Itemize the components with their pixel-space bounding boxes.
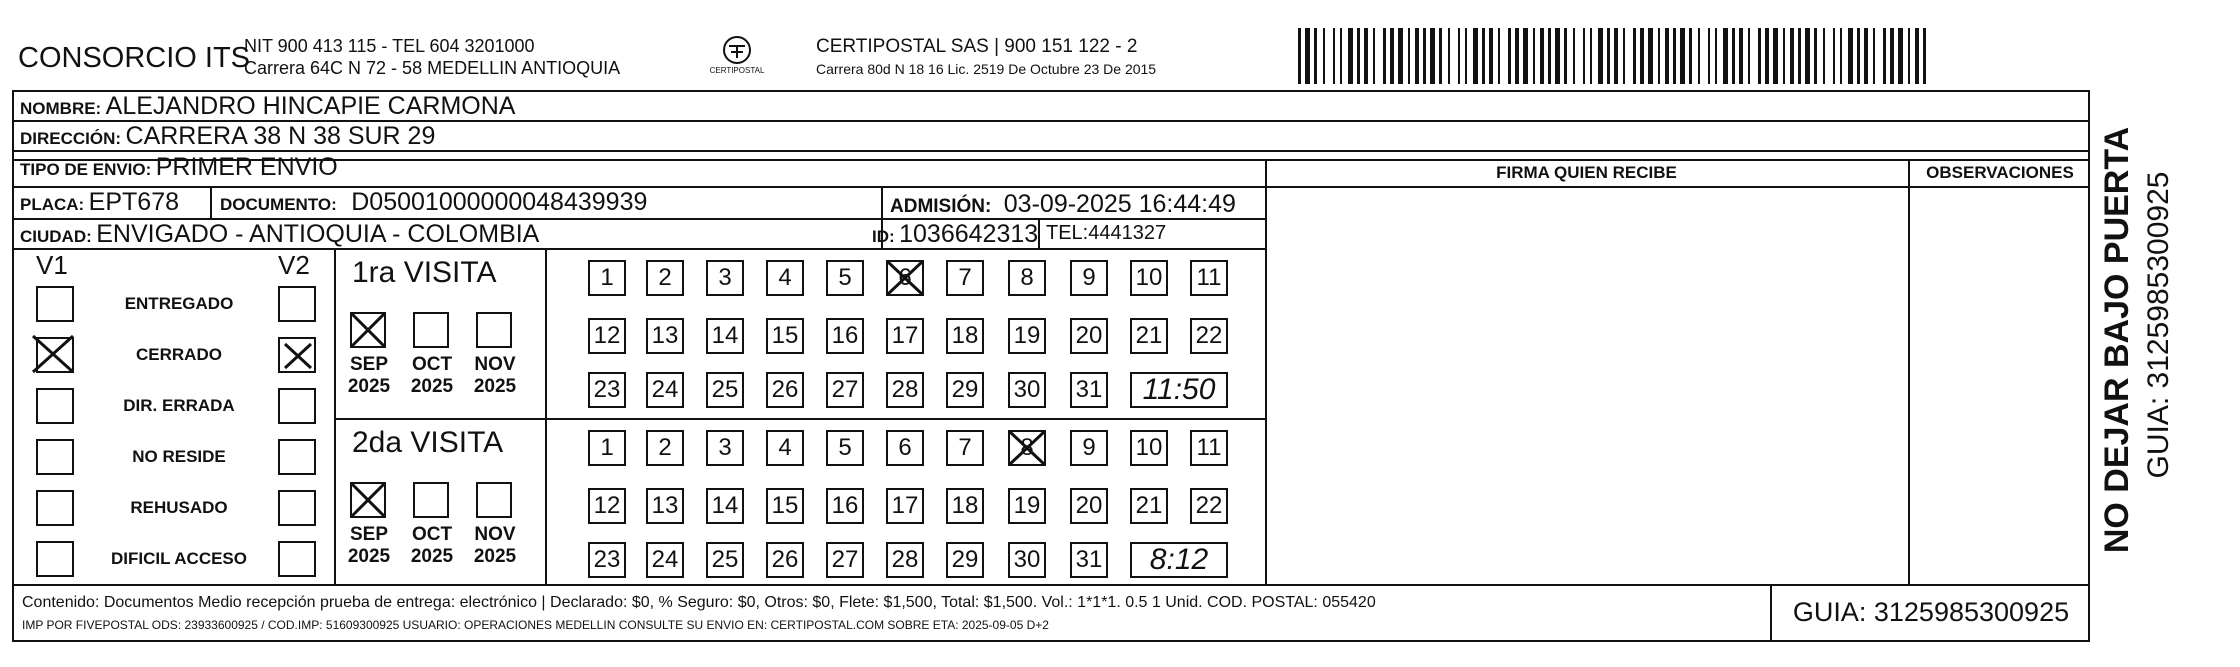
day-cell[interactable]: 4 xyxy=(766,430,804,466)
month-name: SEP xyxy=(349,354,389,375)
day-cell[interactable]: 2 xyxy=(646,430,684,466)
tel-value: 4441327 xyxy=(1088,222,1167,244)
day-cell[interactable]: 23 xyxy=(588,542,626,578)
day-cell[interactable]: 28 xyxy=(886,372,924,408)
day-cell[interactable]: 26 xyxy=(766,372,804,408)
ciudad-label: CIUDAD: xyxy=(20,227,92,246)
placa-label: PLACA: xyxy=(20,195,85,214)
day-cell[interactable]: 1 xyxy=(588,430,626,466)
day-cell[interactable]: 30 xyxy=(1008,372,1046,408)
day-cell[interactable]: 17 xyxy=(886,488,924,524)
status-label: ENTREGADO xyxy=(124,294,234,313)
v2-header: V2 xyxy=(278,250,310,280)
month-label xyxy=(403,354,461,398)
tipo-envio-value: PRIMER ENVIO xyxy=(155,153,338,181)
day-cell[interactable]: 10 xyxy=(1130,260,1168,296)
v2-checkbox[interactable] xyxy=(278,490,316,526)
month-year: 2025 xyxy=(473,546,517,567)
check-mark-icon xyxy=(884,258,926,298)
firma-area[interactable] xyxy=(1267,188,1907,583)
day-cell[interactable]: 23 xyxy=(588,372,626,408)
day-cell[interactable]: 21 xyxy=(1130,318,1168,354)
day-cell[interactable]: 18 xyxy=(946,488,984,524)
day-cell[interactable]: 20 xyxy=(1070,318,1108,354)
day-cell[interactable]: 27 xyxy=(826,542,864,578)
admision-label: ADMISIÓN: xyxy=(890,196,992,217)
day-cell[interactable]: 11 xyxy=(1190,430,1228,466)
observaciones-area[interactable] xyxy=(1910,188,2088,583)
direccion-value: CARRERA 38 N 38 SUR 29 xyxy=(125,122,436,150)
v2-checkbox[interactable] xyxy=(278,541,316,577)
observaciones-header: OBSERVACIONES xyxy=(1926,163,2074,182)
placa-row xyxy=(20,188,179,217)
day-cell[interactable]: 6 xyxy=(886,430,924,466)
day-cell[interactable]: 5 xyxy=(826,430,864,466)
tel-row xyxy=(1046,222,1166,245)
day-cell[interactable]: 14 xyxy=(706,488,744,524)
day-cell[interactable]: 27 xyxy=(826,372,864,408)
carrier-name: CERTIPOSTAL SAS | 900 151 122 - 2 xyxy=(816,36,1138,57)
status-label: REHUSADO xyxy=(130,498,228,517)
month-checkbox[interactable] xyxy=(413,312,449,348)
id-value: 1036642313 xyxy=(899,220,1039,248)
day-cell[interactable]: 25 xyxy=(706,372,744,408)
v2-checkbox[interactable] xyxy=(278,286,316,322)
ciudad-row xyxy=(20,220,539,249)
month-name: OCT xyxy=(411,524,453,545)
id-row xyxy=(872,220,1038,249)
company-name: CONSORCIO ITS xyxy=(18,42,251,74)
status-label: DIR. ERRADA xyxy=(123,396,235,415)
day-cell[interactable]: 8 xyxy=(1008,260,1046,296)
documento-value: D05001000000048439939 xyxy=(351,188,648,216)
month-name: NOV xyxy=(474,354,516,375)
logo-text: CERTIPOSTAL xyxy=(709,66,765,75)
direccion-label: DIRECCIÓN: xyxy=(20,129,122,148)
day-cell[interactable]: 24 xyxy=(646,542,684,578)
day-cell[interactable]: 20 xyxy=(1070,488,1108,524)
v1-checkbox[interactable] xyxy=(36,541,74,577)
day-cell[interactable]: 30 xyxy=(1008,542,1046,578)
check-mark-icon xyxy=(282,341,314,371)
id-label: ID: xyxy=(872,227,895,246)
visit-title: 1ra VISITA xyxy=(352,256,497,289)
day-cell[interactable]: 2 xyxy=(646,260,684,296)
direccion-row xyxy=(20,122,435,151)
time-cell[interactable]: 8:12 xyxy=(1130,542,1228,578)
tipo-envio-label: TIPO DE ENVIO: xyxy=(20,160,152,179)
day-cell[interactable]: 9 xyxy=(1070,260,1108,296)
day-cell[interactable]: 10 xyxy=(1130,430,1168,466)
day-cell[interactable]: 4 xyxy=(766,260,804,296)
v1-checkbox[interactable] xyxy=(36,439,74,475)
v1-checkbox[interactable] xyxy=(36,490,74,526)
month-label xyxy=(466,524,524,568)
day-cell[interactable]: 3 xyxy=(706,430,744,466)
month-name: SEP xyxy=(349,524,389,545)
month-name: OCT xyxy=(411,354,453,375)
day-cell[interactable]: 3 xyxy=(706,260,744,296)
day-cell[interactable]: 13 xyxy=(646,488,684,524)
month-year: 2025 xyxy=(410,376,454,397)
month-checkbox[interactable] xyxy=(476,482,512,518)
tipo-envio-row xyxy=(20,153,338,182)
day-cell[interactable]: 19 xyxy=(1008,318,1046,354)
day-cell[interactable]: 18 xyxy=(946,318,984,354)
day-cell[interactable]: 28 xyxy=(886,542,924,578)
day-cell[interactable]: 13 xyxy=(646,318,684,354)
v1-checkbox[interactable] xyxy=(36,388,74,424)
check-mark-icon xyxy=(348,480,388,520)
day-cell[interactable]: 25 xyxy=(706,542,744,578)
month-year: 2025 xyxy=(473,376,517,397)
side-warning: NO DEJAR BAJO PUERTA xyxy=(2098,126,2136,554)
company-nit: NIT 900 413 115 - TEL 604 3201000 xyxy=(244,36,535,56)
check-mark-icon xyxy=(30,333,76,375)
month-year: 2025 xyxy=(410,546,454,567)
day-cell[interactable]: 7 xyxy=(946,260,984,296)
nombre-value: ALEJANDRO HINCAPIE CARMONA xyxy=(105,92,516,120)
tel-label: TEL: xyxy=(1046,222,1089,244)
day-cell[interactable]: 19 xyxy=(1008,488,1046,524)
nombre-label: NOMBRE: xyxy=(20,99,102,118)
time-cell[interactable]: 11:50 xyxy=(1130,372,1228,408)
firma-header: FIRMA QUIEN RECIBE xyxy=(1496,163,1677,182)
day-cell[interactable]: 31 xyxy=(1070,542,1108,578)
admision-value: 03-09-2025 16:44:49 xyxy=(1003,190,1236,218)
company-address: Carrera 64C N 72 - 58 MEDELLIN ANTIOQUIA xyxy=(244,58,621,78)
placa-value: EPT678 xyxy=(88,188,180,216)
day-cell[interactable]: 16 xyxy=(826,318,864,354)
v1-header: V1 xyxy=(36,250,68,280)
day-cell[interactable]: 1 xyxy=(588,260,626,296)
day-cell[interactable]: 15 xyxy=(766,318,804,354)
day-cell[interactable]: 15 xyxy=(766,488,804,524)
day-cell[interactable]: 29 xyxy=(946,542,984,578)
carrier-logo xyxy=(706,34,768,82)
month-year: 2025 xyxy=(347,546,391,567)
check-mark-icon xyxy=(348,310,388,350)
month-label xyxy=(340,354,398,398)
month-label xyxy=(403,524,461,568)
footer-imp: IMP POR FIVEPOSTAL ODS: 23933600925 / COD.IMP: 51609300925 USUARIO: OPERACIONES MEDELLIN CONSULTE SU ENVIO EN: CERTIPOSTAL.COM SOBRE ETA: 2025-09-05 D+2 xyxy=(22,618,1049,632)
ciudad-value: ENVIGADO - ANTIOQUIA - COLOMBIA xyxy=(96,220,540,248)
day-cell[interactable]: 11 xyxy=(1190,260,1228,296)
check-mark-icon xyxy=(1006,428,1048,468)
v2-checkbox[interactable] xyxy=(278,388,316,424)
footer-guia: GUIA: 3125985300925 xyxy=(1792,597,2070,627)
month-label xyxy=(466,354,524,398)
nombre-row xyxy=(20,92,515,121)
day-cell[interactable]: 7 xyxy=(946,430,984,466)
day-cell[interactable]: 12 xyxy=(588,488,626,524)
day-cell[interactable]: 14 xyxy=(706,318,744,354)
day-cell[interactable]: 9 xyxy=(1070,430,1108,466)
documento-label: DOCUMENTO: xyxy=(220,195,337,214)
visit-title: 2da VISITA xyxy=(352,426,504,459)
day-cell[interactable]: 8 xyxy=(1008,430,1046,466)
month-year: 2025 xyxy=(347,376,391,397)
month-name: NOV xyxy=(474,524,516,545)
status-label: DIFICIL ACCESO xyxy=(110,549,247,568)
day-cell[interactable]: 6 xyxy=(886,260,924,296)
day-cell[interactable]: 16 xyxy=(826,488,864,524)
day-cell[interactable]: 22 xyxy=(1190,488,1228,524)
day-cell[interactable]: 31 xyxy=(1070,372,1108,408)
day-cell[interactable]: 29 xyxy=(946,372,984,408)
day-cell[interactable]: 24 xyxy=(646,372,684,408)
status-label: NO RESIDE xyxy=(132,447,226,466)
month-checkbox[interactable] xyxy=(476,312,512,348)
day-cell[interactable]: 5 xyxy=(826,260,864,296)
day-cell[interactable]: 12 xyxy=(588,318,626,354)
day-cell[interactable]: 26 xyxy=(766,542,804,578)
footer-content: Contenido: Documentos Medio recepción prueba de entrega: electrónico | Declarado: $0, % Seguro: $0, Otros: $0, Flete: $1,500, Total: $1,500. Vol.: 1*1*1. 0.5 1 Unid. COD. POSTAL: 055420 xyxy=(22,594,1376,611)
v1-checkbox[interactable] xyxy=(36,286,74,322)
carrier-address: Carrera 80d N 18 16 Lic. 2519 De Octubre 23 De 2015 xyxy=(816,61,1157,77)
month-checkbox[interactable] xyxy=(413,482,449,518)
admision-row xyxy=(890,190,1236,219)
status-label: CERRADO xyxy=(136,345,222,364)
v2-checkbox[interactable] xyxy=(278,439,316,475)
month-label xyxy=(340,524,398,568)
day-cell[interactable]: 22 xyxy=(1190,318,1228,354)
barcode xyxy=(1298,28,1934,84)
day-cell[interactable]: 21 xyxy=(1130,488,1168,524)
side-guia: GUIA: 3125985300925 xyxy=(2142,171,2175,479)
day-cell[interactable]: 17 xyxy=(886,318,924,354)
documento-row xyxy=(220,188,647,217)
